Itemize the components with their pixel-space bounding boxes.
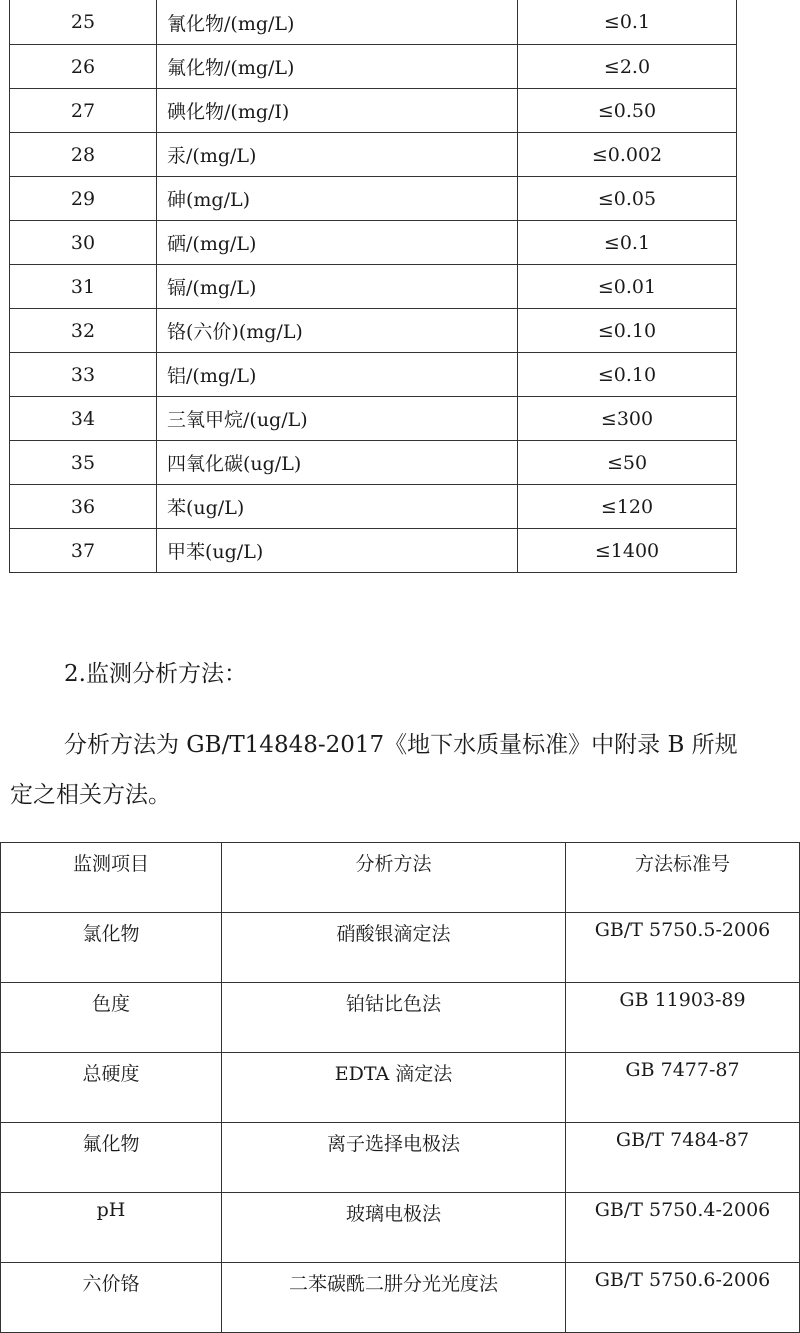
- table-row: [10, 221, 737, 265]
- table-row: [1, 913, 800, 983]
- limit-value: ≤0.1: [518, 221, 737, 265]
- indicator-name: 硒/(mg/L): [157, 221, 518, 265]
- analysis-method: 二苯碳酰二肼分光光度法: [222, 1263, 566, 1333]
- standard-number: GB 7477-87: [566, 1053, 800, 1123]
- row-number: 28: [10, 133, 157, 177]
- table-row: [10, 265, 737, 309]
- row-number: 30: [10, 221, 157, 265]
- table-row: [10, 133, 737, 177]
- header-monitoring-item: 监测项目: [1, 843, 222, 913]
- analysis-method: 硝酸银滴定法: [222, 913, 566, 983]
- row-number: 34: [10, 397, 157, 441]
- limit-value: ≤0.1: [518, 0, 737, 45]
- monitoring-item: 色度: [1, 983, 222, 1053]
- limit-value: ≤50: [518, 441, 737, 485]
- monitoring-item: 六价铬: [1, 1263, 222, 1333]
- limit-value: ≤0.002: [518, 133, 737, 177]
- paragraph-line-1: 分析方法为 GB/T14848-2017《地下水质量标准》中附录 B 所规: [64, 732, 738, 758]
- analysis-method: 铂钴比色法: [222, 983, 566, 1053]
- standard-number: GB/T 5750.5-2006: [566, 913, 800, 983]
- monitoring-item: 总硬度: [1, 1053, 222, 1123]
- table-row: [10, 309, 737, 353]
- table-row: [1, 983, 800, 1053]
- row-number: 36: [10, 485, 157, 529]
- indicator-name: 氰化物/(mg/L): [157, 0, 518, 45]
- row-number: 37: [10, 529, 157, 573]
- row-number: 26: [10, 45, 157, 89]
- row-number: 33: [10, 353, 157, 397]
- table-row: [1, 1193, 800, 1263]
- row-number: 31: [10, 265, 157, 309]
- analysis-method: 玻璃电极法: [222, 1193, 566, 1263]
- limit-value: ≤0.01: [518, 265, 737, 309]
- indicator-name: 铝/(mg/L): [157, 353, 518, 397]
- header-analysis-method: 分析方法: [222, 843, 566, 913]
- row-number: 35: [10, 441, 157, 485]
- row-number: 32: [10, 309, 157, 353]
- monitoring-item: 氯化物: [1, 913, 222, 983]
- indicator-name: 砷(mg/L): [157, 177, 518, 221]
- indicator-name: 三氧甲烷/(ug/L): [157, 397, 518, 441]
- limit-value: ≤0.05: [518, 177, 737, 221]
- indicator-name: 氟化物/(mg/L): [157, 45, 518, 89]
- table-row: [10, 89, 737, 133]
- indicator-name: 汞/(mg/L): [157, 133, 518, 177]
- standard-number: GB 11903-89: [566, 983, 800, 1053]
- table-row: [10, 0, 737, 45]
- table-row: [10, 441, 737, 485]
- table-row: [10, 529, 737, 573]
- limit-value: ≤0.50: [518, 89, 737, 133]
- table-row: [10, 485, 737, 529]
- analysis-method: EDTA 滴定法: [222, 1053, 566, 1123]
- table-row: [10, 177, 737, 221]
- limit-value: ≤2.0: [518, 45, 737, 89]
- table-row: [1, 1053, 800, 1123]
- analysis-methods-table: [0, 842, 800, 1333]
- indicator-name: 四氧化碳(ug/L): [157, 441, 518, 485]
- paragraph-line-2: 定之相关方法。: [10, 782, 171, 808]
- limit-value: ≤1400: [518, 529, 737, 573]
- standard-number: GB/T 7484-87: [566, 1123, 800, 1193]
- standard-number: GB/T 5750.4-2006: [566, 1193, 800, 1263]
- analysis-method: 离子选择电极法: [222, 1123, 566, 1193]
- indicator-name: 镉/(mg/L): [157, 265, 518, 309]
- limit-value: ≤0.10: [518, 353, 737, 397]
- limit-value: ≤120: [518, 485, 737, 529]
- standard-number: GB/T 5750.6-2006: [566, 1263, 800, 1333]
- monitoring-item: 氟化物: [1, 1123, 222, 1193]
- row-number: 25: [10, 0, 157, 45]
- table-row: [10, 45, 737, 89]
- indicator-name: 苯(ug/L): [157, 485, 518, 529]
- row-number: 27: [10, 89, 157, 133]
- row-number: 29: [10, 177, 157, 221]
- indicator-name: 铬(六价)(mg/L): [157, 309, 518, 353]
- table-row: [10, 353, 737, 397]
- table-row: [10, 397, 737, 441]
- table-header-row: [1, 843, 800, 913]
- water-quality-limits-table: [9, 0, 737, 573]
- indicator-name: 碘化物/(mg/I): [157, 89, 518, 133]
- section-heading: 2.监测分析方法：: [64, 661, 247, 687]
- table-row: [1, 1123, 800, 1193]
- table-row: [1, 1263, 800, 1333]
- limit-value: ≤0.10: [518, 309, 737, 353]
- header-standard-number: 方法标准号: [566, 843, 800, 913]
- indicator-name: 甲苯(ug/L): [157, 529, 518, 573]
- monitoring-item: pH: [1, 1193, 222, 1263]
- limit-value: ≤300: [518, 397, 737, 441]
